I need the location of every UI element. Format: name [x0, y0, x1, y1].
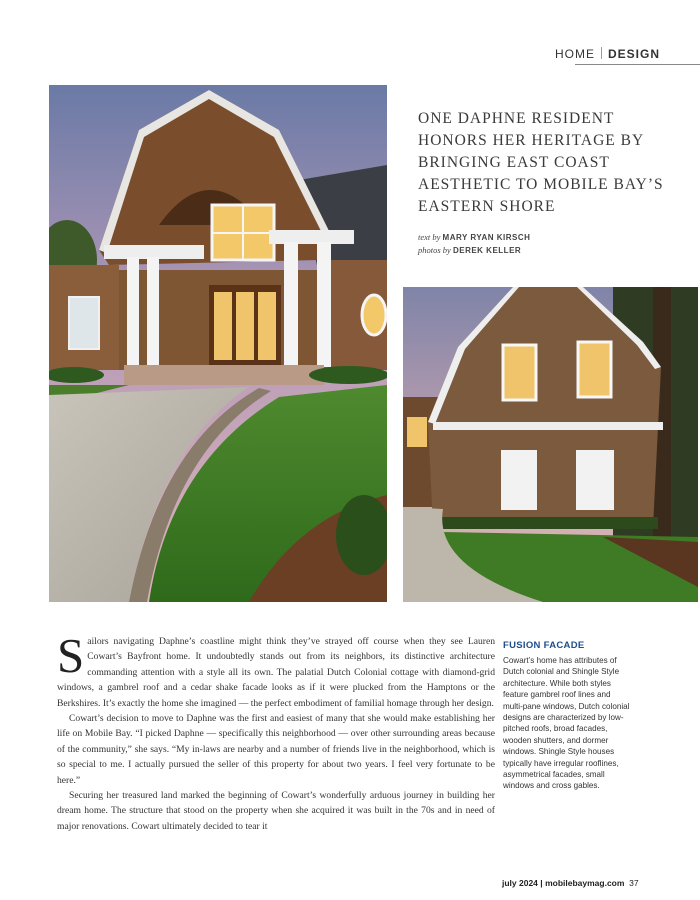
header-section: HOME [554, 47, 595, 61]
header-divider [601, 47, 602, 59]
article-paragraph-2: Cowart’s decision to move to Daphne was the first and easiest of many that she would make establishing her life on Mobile Bay. “I picked Daphne — specifically this neighborhood — over other surrounding areas because of the community,” she says. “My in-laws are nearby and a number of friends live in the neighborhood, which is so special to me. I actually pursued the seller of this property for about two years. I feel very fortunate to be here.” [57, 713, 495, 786]
header-rule [575, 64, 700, 65]
paragraph-1-text: ailors navigating Daphne’s coastline might think they’ve strayed off course when they see Lauren Cowart’s Bayfront home. It undoubtedly stands out from its neighbors, its distinctive architecture commanding attention with a style all its own. The palatial Dutch Colonial cottage with diamond-grid windows, a gambrel roof and a cedar shake facade looks as if it were plucked from the Hamptons or the Berkshires. It’s exactly the home she imagined — the perfect embodiment of familial homage through her design. [57, 636, 495, 709]
article-paragraph-1 [57, 628, 495, 711]
credit-photo-label: photos by [418, 245, 451, 255]
drop-cap: S [57, 628, 85, 683]
page-header [555, 47, 660, 61]
house-side-photo [403, 287, 698, 602]
article-credits [418, 231, 530, 257]
sidebar-text: Cowart’s home has attributes of Dutch colonial and Shingle Style architecture. While both styles feature gambrel roof lines and multi-pane windows, Dutch colonial designs are characterized by low-pitched roofs, broad facades, wooden shutters, and dormer windows. Shingle Style houses typically have irregular rooflines, asymmetrical facades, small windows and cross gables. [503, 656, 630, 791]
credit-text-label: text by [418, 232, 441, 242]
footer-site: mobilebaymag.com [545, 878, 625, 888]
house-front-photo [49, 85, 387, 602]
sidebar-title: FUSION FACADE [503, 640, 585, 651]
article-headline: ONE DAPHNE RESIDENT HONORS HER HERITAGE BY BRINGING EAST COAST AESTHETIC TO MOBILE BAY’S EASTERN SHORE [418, 110, 664, 215]
footer-date: july 2024 [502, 878, 538, 888]
article-paragraph-3: Securing her treasured land marked the beginning of Cowart’s wonderfully arduous journey in building her dream home. The structure that stood on the property when she acquired it was built in the 70s and in need of major renovations. Cowart ultimately decided to tear it [57, 790, 495, 832]
page-footer: july 2024 | mobilebaymag.com 37 [502, 878, 639, 888]
article-body [57, 628, 495, 834]
credit-photographer: DEREK KELLER [452, 246, 522, 255]
credit-author: MARY RYAN KIRSCH [442, 233, 531, 242]
sidebar-box [503, 640, 631, 792]
page-number: 37 [629, 878, 639, 888]
header-subsection: DESIGN [607, 47, 660, 61]
